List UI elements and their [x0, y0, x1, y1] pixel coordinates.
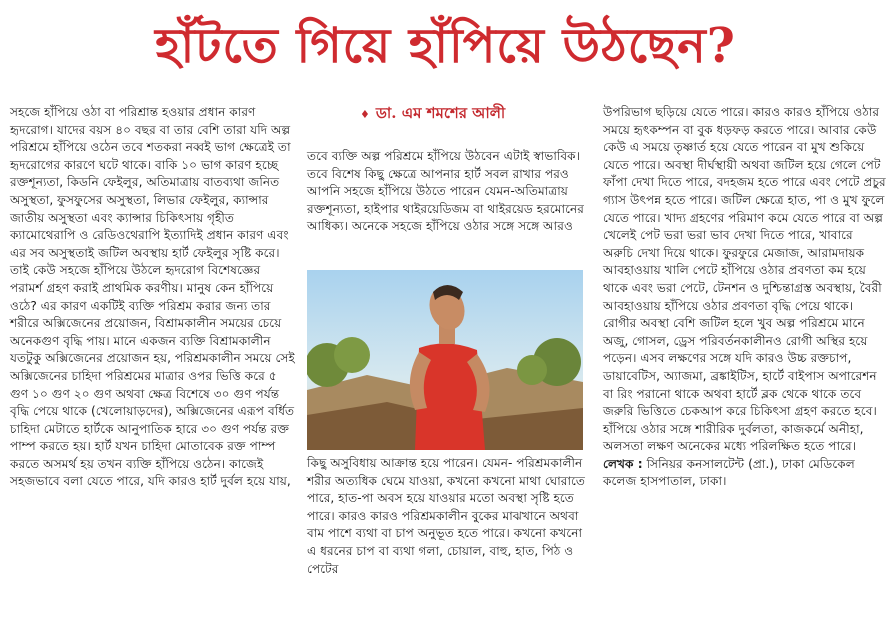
column-3 [603, 104, 886, 491]
column-3-text: উপরিভাগ ছড়িয়ে যেতে পারে। কারও কারও হাঁপিয়ে ওঠার সময়ে হৃৎকম্পন বা বুক ধড়ফড় করতে পারে। আবার কেউ কেউ এ সময়ে তৃষ্ণার্ত হয়ে যেতে পারেন বা মুখ শুকিয়ে যেতে পারে। অবস্থা দীর্ঘস্থায়ী অথবা জটিল হয়ে গেলে পেট ফাঁপা দেখা দিতে পারে, বদহজম হতে পারে এবং পেটে প্রচুর গ্যাস উৎপন্ন হতে পারে। জটিল ক্ষেত্রে হাত, পা ও মুখ ফুলে যেতে পারে। খাদ্য গ্রহণের পরিমাণ কমে যেতে পারে বা অল্প খেলেই পেট ভরা ভরা ভাব দেখা দিতে পারে, খাবারে অরুচি দেখা দিয়ে থাকে। ফুরফুরে মেজাজ, আরামদায়ক আবহাওয়ায় খালি পেটে হাঁপিয়ে ওঠার প্রবণতা কম হয়ে থাকে এবং ভরা পেটে, টেনশন ও দুশ্চিন্তাগ্রস্ত অবস্থায়, বৈরী আবহাওয়ায় হাঁপিয়ে ওঠার প্রবণতা বৃদ্ধি পেয়ে থাকে। রোগীর অবস্থা বেশি জটিল হলে খুব অল্প পরিশ্রমে মানে অজু, গোসল, ড্রেস পরিবর্তনকালীনও রোগী অস্থির হয়ে পড়েন। এসব লক্ষণের সঙ্গে যদি কারও উচ্চ রক্তচাপ, ডায়াবেটিস, অ্যাজমা, ব্রঙ্কাইটিস, হার্টে বাইপাস অপারেশন বা রিং পরানো থাকে অথবা হার্টে ব্লক থেকে থাকে তবে জরুরি ভিত্তিতে চেকআপ করে চিকিৎসা গ্রহণ করতে হবে। হাঁপিয়ে ওঠার সঙ্গে শারীরিক দুর্বলতা, কাজকর্মে অনীহা, অলসতা লক্ষণ অনেকের মধ্যে পরিলক্ষিত হতে পারে। [603, 105, 886, 454]
byline [360, 102, 560, 127]
column-1 [10, 104, 296, 491]
author-credit [603, 456, 886, 491]
column-1-text: সহজে হাঁপিয়ে ওঠা বা পরিশ্রান্ত হওয়ার প্রধান কারণ হৃদরোগ। যাদের বয়স ৪০ বছর বা তার বেশি তারা যদি অল্প পরিশ্রমে হাঁপিয়ে ওঠেন তবে শতকরা নব্বই ভাগ ক্ষেত্রেই তা হৃদরোগের কারণে ঘটে থাকে। বাকি ১০ ভাগ কারণ হচ্ছে রক্তশূন্যতা, কিডনি ফেইলুর, অতিমাত্রায় বাতব্যথা জনিত অসুস্থতা, ফুসফুসের অসুস্থতা, লিভার ফেইলুর, ক্যান্সার জাতীয় অসুস্থতা এবং ক্যান্সার চিকিৎসায় গৃহীত ক্যামোথেরাপি ও রেডিওথেরাপি ইত্যাদিই প্রধান কারণ এবং এর সব অসুস্থতাই জটিল অবস্থায় হার্ট ফেইলুর সৃষ্টি করে। তাই কেউ সহজে হাঁপিয়ে উঠলে হৃদরোগ বিশেষজ্ঞের পরামর্শ গ্রহণ করাই প্রাথমিক করণীয়। মানুষ কেন হাঁপিয়ে ওঠে? এর কারণ একটিই ব্যক্তি পরিশ্রম করার জন্য তার শরীরে অক্সিজেনের প্রয়োজন, বিশ্রামকালীন সময়ের চেয়ে অনেকগুণ বৃদ্ধি পায়। মানে একজন ব্যক্তি বিশ্রামকালীন যতটুকু অক্সিজেনের প্রয়োজন হয়, পরিশ্রমকালীন সময়ে সেই অক্সিজেনের চাহিদা পরিশ্রমের মাত্রার ওপর ভিত্তি করে ৫ গুণ ১০ গুণ ২০ গুণ অথবা ক্ষেত্র বিশেষে ৩০ গুণ পর্যন্ত বৃদ্ধি পেয়ে থাকে (খেলোয়াড়দের), অক্সিজেনের এরূপ বর্ধিত চাহিদা মেটাতে হার্টকে আনুপাতিক হারে ৩০ গুণ পর্যন্ত রক্ত পাম্প করতে হয়। হার্ট যখন চাহিদা মোতাবেক রক্ত পাম্প করতে অসমর্থ হয় তখন ব্যক্তি হাঁপিয়ে ওঠেন। কাজেই সহজভাবে বলা যেতে পারে, যদি কারও হার্ট দুর্বল হয়ে যায়, [10, 105, 295, 489]
column-2-bottom [307, 455, 593, 578]
column-2-bottom-text: কিছু অসুবিধায় আক্রান্ত হয়ে পারেন। যেমন- পরিশ্রমকালীন শরীর অত্যধিক ঘেমে যাওয়া, কখনো কখনো মাথা ঘোরাতে পারে, হাত-পা অবস হয়ে যাওয়ার মতো অবস্থা সৃষ্টি হতে পারে। কারও কারও পরিশ্রমকালীন বুকের মাঝখানে অথবা বাম পাশে ব্যথা বা চাপ অনুভূত হতে পারে। কখনো কখনো এ ধরনের চাপ বা ব্যথা গলা, চোয়াল, বাহু, হাত, পিঠ ও পেটের [307, 456, 586, 576]
runner-photo [307, 270, 583, 450]
author-label: লেখক : [603, 456, 643, 471]
byline-bullet: ♦ [360, 108, 370, 121]
column-2-top-text: তবে ব্যক্তি অল্প পরিশ্রমে হাঁপিয়ে উঠবেন এটাই স্বাভাবিক। তবে বিশেষ কিছু ক্ষেত্রে আপনার হার্ট সবল রাখার পরও আপনি সহজে হাঁপিয়ে উঠতে পারেন যেমন-অতিমাত্রায় রক্তশূন্যতা, হাইপার থাইরয়েডিজম বা থাইরয়েড হরমোনের আধিক্য। অনেকে সহজে হাঁপিয়ে ওঠার সঙ্গে সঙ্গে আরও [307, 149, 584, 234]
headline: হাঁটতে গিয়ে হাঁপিয়ে উঠছেন? [155, 18, 736, 74]
author-info: সিনিয়র কনসালটেন্ট (প্রা.), ঢাকা মেডিকেল কলেজ হাসপাতাল, ঢাকা। [603, 456, 855, 489]
runner-illustration [307, 270, 583, 450]
column-2-top [307, 148, 593, 236]
byline-author: ডা. এম শমশের আলী [375, 104, 506, 122]
